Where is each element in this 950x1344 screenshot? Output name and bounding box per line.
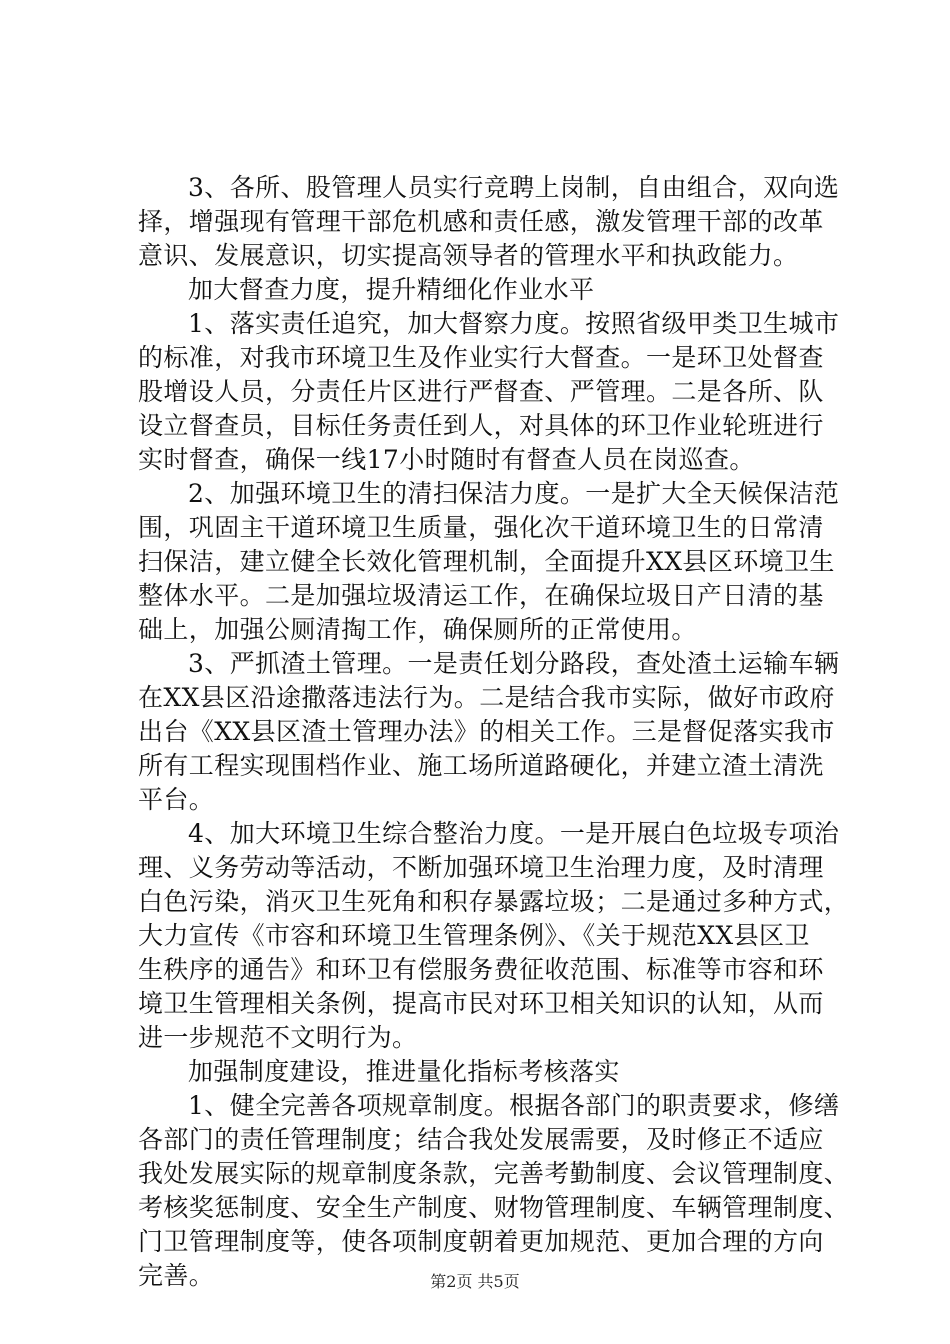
paragraph-line: 平台。: [138, 785, 215, 814]
paragraph-line: 实时督查，确保一线17小时随时有督查人员在岗巡查。: [138, 445, 755, 474]
paragraph-line: 4、加大环境卫生综合整治力度。一是开展白色垃圾专项治: [188, 819, 840, 848]
paragraph-line: 我处发展实际的规章制度条款，完善考勤制度、会议管理制度、: [138, 1159, 850, 1188]
page-number-footer: 第2页 共5页: [430, 1272, 520, 1291]
paragraph-line: 各部门的责任管理制度；结合我处发展需要，及时修正不适应: [138, 1125, 824, 1154]
section-heading: 加强制度建设，推进量化指标考核落实: [188, 1057, 620, 1086]
paragraph-line: 进一步规范不文明行为。: [138, 1023, 418, 1052]
paragraph-line: 的标准，对我市环境卫生及作业实行大督查。一是环卫处督查: [138, 343, 824, 372]
paragraph-line: 生秩序的通告》和环卫有偿服务费征收范围、标准等市容和环: [138, 955, 824, 984]
paragraph-line: 3、各所、股管理人员实行竞聘上岗制，自由组合，双向选: [188, 173, 840, 202]
paragraph-line: 完善。: [138, 1261, 215, 1290]
paragraph-line: 境卫生管理相关条例，提高市民对环卫相关知识的认知，从而: [138, 989, 824, 1018]
paragraph-line: 择，增强现有管理干部危机感和责任感，激发管理干部的改革: [138, 207, 824, 236]
paragraph-line: 围，巩固主干道环境卫生质量，强化次干道环境卫生的日常清: [138, 513, 824, 542]
paragraph-line: 考核奖惩制度、安全生产制度、财物管理制度、车辆管理制度、: [138, 1193, 850, 1222]
paragraph-line: 3、严抓渣土管理。一是责任划分路段，查处渣土运输车辆: [188, 649, 840, 678]
paragraph-line: 扫保洁，建立健全长效化管理机制，全面提升XX县区环境卫生: [138, 547, 835, 576]
paragraph-line: 在XX县区沿途撒落违法行为。二是结合我市实际，做好市政府: [138, 683, 835, 712]
paragraph-line: 整体水平。二是加强垃圾清运工作，在确保垃圾日产日清的基: [138, 581, 824, 610]
document-body: [138, 171, 850, 1293]
section-heading: 加大督查力度，提升精细化作业水平: [188, 275, 595, 304]
paragraph-line: 所有工程实现围档作业、施工场所道路硬化，并建立渣土清洗: [138, 751, 824, 780]
paragraph-line: 础上，加强公厕清掏工作，确保厕所的正常使用。: [138, 615, 697, 644]
paragraph-line: 门卫管理制度等，使各项制度朝着更加规范、更加合理的方向: [138, 1227, 824, 1256]
paragraph-line: 白色污染，消灭卫生死角和积存暴露垃圾；二是通过多种方式，: [138, 887, 850, 916]
paragraph-line: 1、健全完善各项规章制度。根据各部门的职责要求，修缮: [188, 1091, 840, 1120]
paragraph-line: 出台《XX县区渣土管理办法》的相关工作。三是督促落实我市: [138, 717, 835, 746]
paragraph-line: 意识、发展意识，切实提高领导者的管理水平和执政能力。: [138, 241, 799, 270]
paragraph-line: 2、加强环境卫生的清扫保洁力度。一是扩大全天候保洁范: [188, 479, 840, 508]
paragraph-line: 理、义务劳动等活动，不断加强环境卫生治理力度，及时清理: [138, 853, 824, 882]
paragraph-line: 大力宣传《市容和环境卫生管理条例》、《关于规范XX县区卫: [138, 921, 810, 950]
paragraph-line: 股增设人员，分责任片区进行严督查、严管理。二是各所、队: [138, 377, 824, 406]
paragraph-line: 1、落实责任追究，加大督察力度。按照省级甲类卫生城市: [188, 309, 840, 338]
paragraph-line: 设立督查员，目标任务责任到人，对具体的环卫作业轮班进行: [138, 411, 824, 440]
